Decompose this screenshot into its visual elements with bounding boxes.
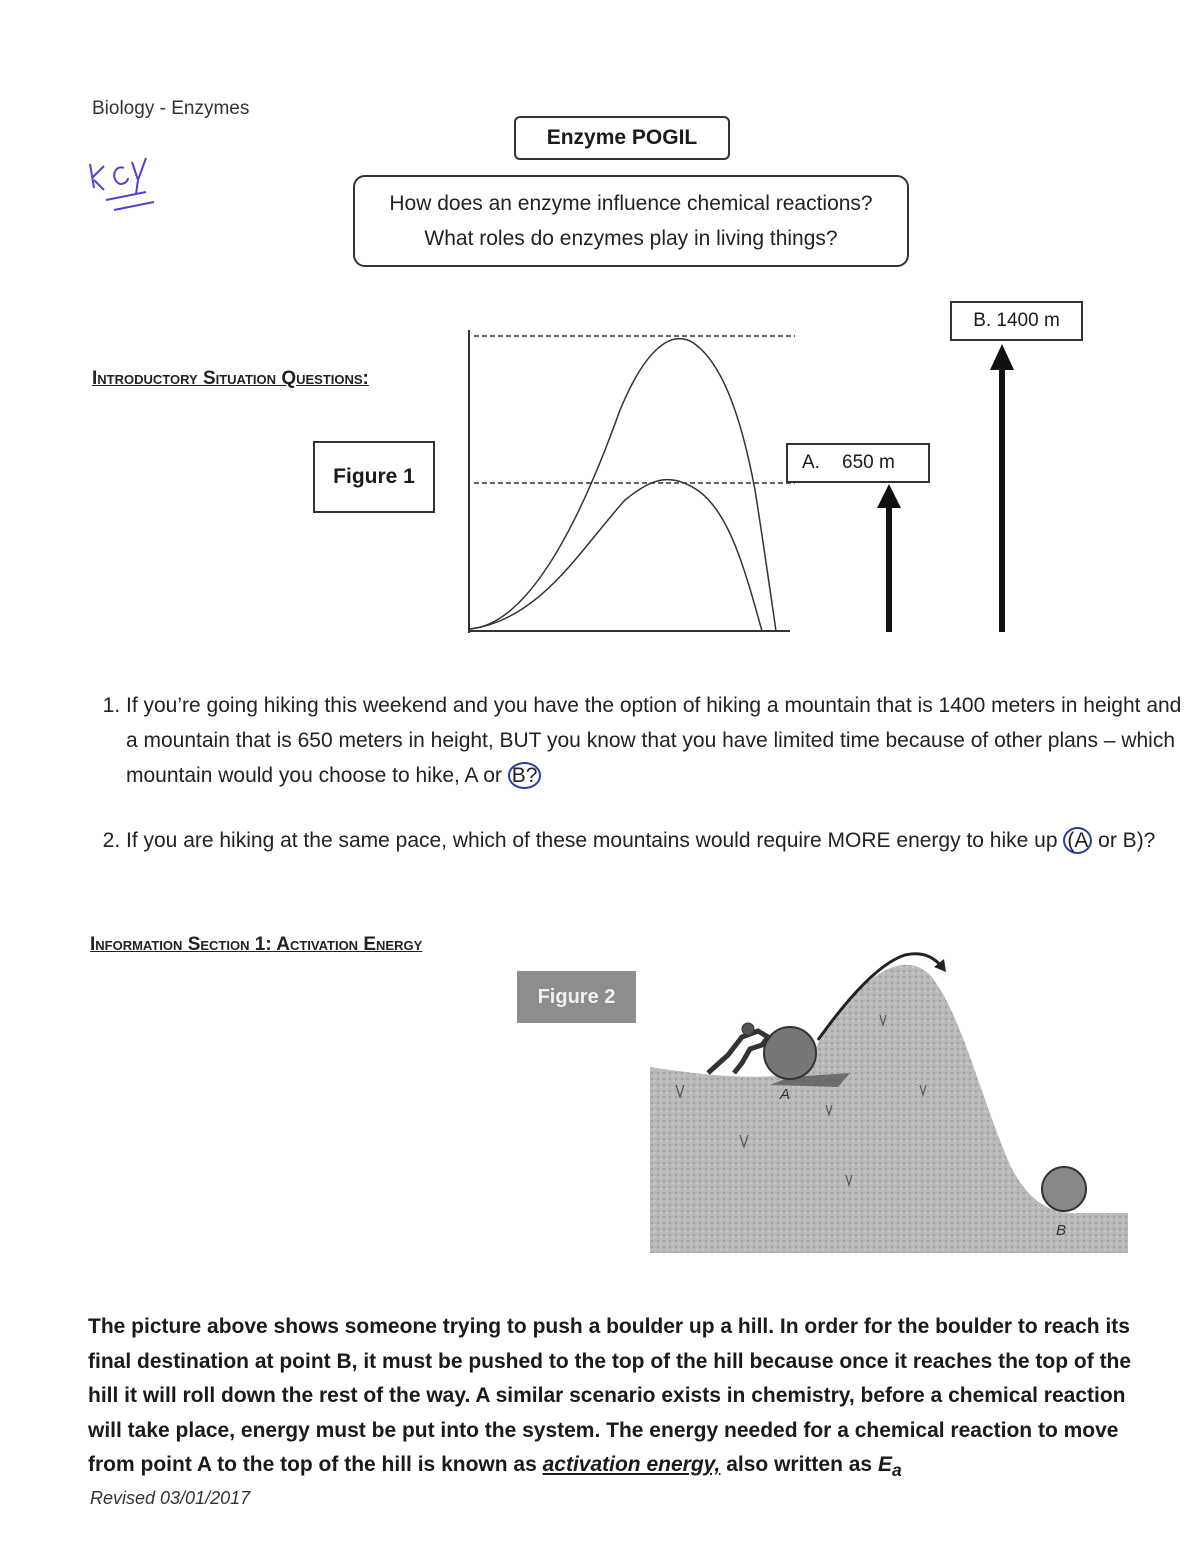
paragraph-text: The picture above shows someone trying to push a boulder up a hill. In order for the boulder to reach its final destination at point B, it must be pushed to the top of the hill because once it reaches the top of the hill it will roll down the rest of the way. A similar scenario exists in chemistry, before a chemical reaction will take place, energy must be put into the system. The energy needed for a chemical reaction to move from point A to the top of the hill is known as: [88, 1315, 1132, 1476]
question-1-circled-answer: B?: [508, 762, 542, 789]
question-2-circled-answer: (A: [1063, 827, 1092, 854]
activation-energy-term: activation energy,: [542, 1453, 721, 1476]
boulder-hill-illustration: [650, 945, 1130, 1257]
mountain-a-arrow: [870, 480, 910, 635]
course-title: Biology - Enzymes: [92, 98, 250, 119]
point-a-label: A: [780, 1086, 791, 1103]
question-1-text: If you’re going hiking this weekend and you have the option of hiking a mountain that is 1400 meters in height and a mountain that is 650 meters in height, BUT you know that you have limited time because of other plans – which mountain would you choose to hike, A or: [126, 694, 1182, 787]
info-section-heading: Information Section 1: Activation Energy: [90, 934, 423, 955]
activation-energy-symbol: E: [877, 1453, 892, 1476]
figure-1-label: Figure 1: [313, 441, 435, 513]
energy-diagram-figure-1: [460, 320, 810, 645]
question-2-text-end: or B)?: [1092, 829, 1156, 852]
question-2: [126, 823, 1186, 858]
worksheet-title: Enzyme POGIL: [514, 116, 730, 160]
high-curve: [470, 339, 776, 631]
guiding-questions-box: [353, 175, 909, 267]
figure-2-label: Figure 2: [517, 971, 636, 1023]
question-list: [88, 688, 1186, 888]
guiding-question-1: How does an enzyme influence chemical reactions?: [389, 192, 873, 215]
point-b-label: B: [1056, 1222, 1067, 1239]
intro-section-heading: Introductory Situation Questions:: [92, 368, 369, 389]
mountain-b-arrow: [983, 340, 1023, 635]
question-2-text: If you are hiking at the same pace, which of these mountains would require MORE energy to hike up: [126, 829, 1064, 852]
mountain-a-label: [786, 443, 930, 483]
person-pushing: [708, 1031, 768, 1073]
activation-energy-subscript: a: [891, 1460, 902, 1481]
mountain-a-letter: A.: [802, 452, 820, 473]
activation-energy-paragraph: [88, 1310, 1150, 1488]
mountain-b-label: B. 1400 m: [950, 301, 1083, 341]
handwritten-key-mark: [84, 150, 164, 220]
paragraph-text-end: also written as: [720, 1453, 878, 1476]
revised-date: Revised 03/01/2017: [90, 1488, 251, 1508]
question-1: [126, 688, 1186, 793]
guiding-question-2: What roles do enzymes play in living things?: [424, 227, 838, 250]
boulder-at-a: [764, 1027, 816, 1079]
mountain-a-height: 650 m: [842, 452, 895, 473]
boulder-at-b: [1042, 1167, 1086, 1211]
